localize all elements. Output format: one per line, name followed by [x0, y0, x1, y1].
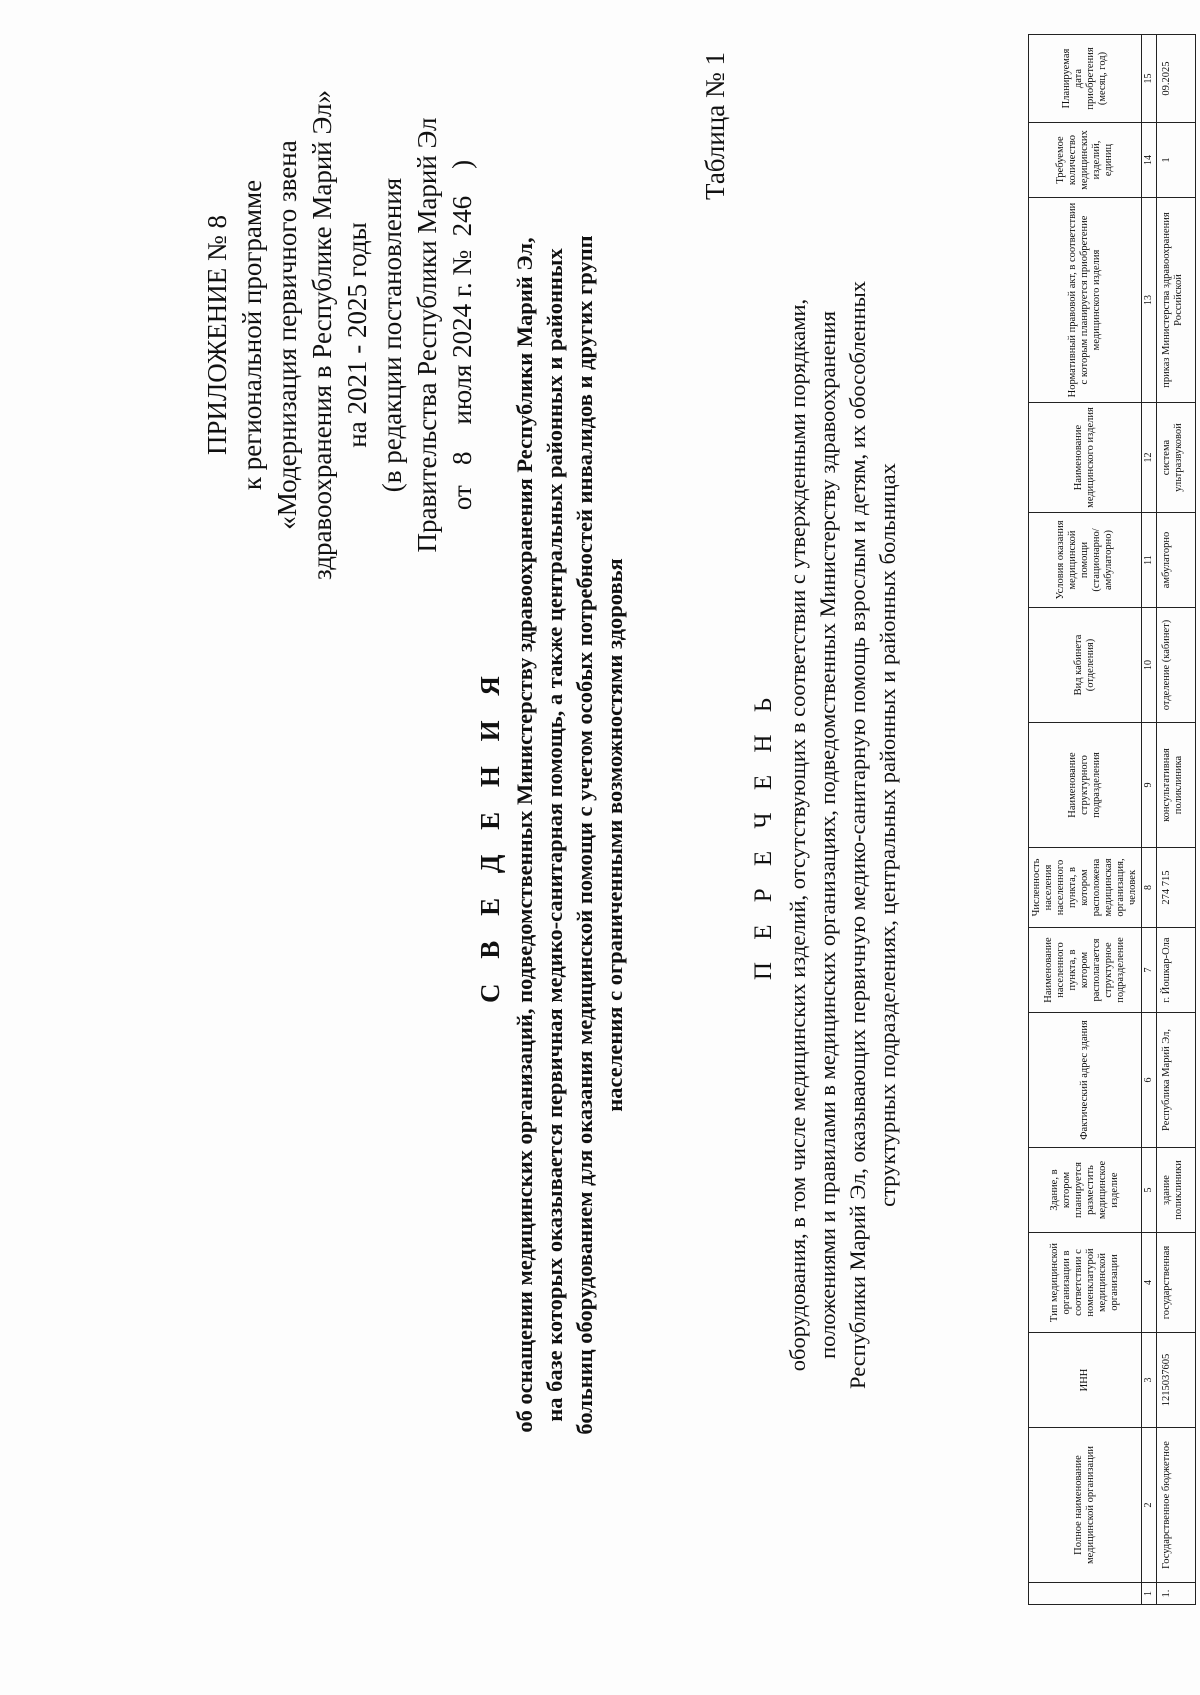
table-cell: 1	[1157, 123, 1196, 198]
svedeniya-block	[470, 55, 630, 1615]
column-number: 13	[1142, 198, 1157, 403]
appendix-line: к региональной программе	[237, 179, 267, 491]
table-cell: амбулаторно	[1157, 513, 1196, 608]
column-number: 5	[1142, 1148, 1157, 1233]
svedeniya-line: на базе которых оказывается первичная медико-санитарная помощь, а также центральных районных и районных	[542, 248, 567, 1422]
perechen-title: П Е Р Е Ч Е Н Ь	[750, 689, 777, 981]
appendix-header	[200, 35, 480, 635]
table-cell: приказ Министерства здравоохранения Российской	[1157, 198, 1196, 403]
appendix-line: (в редакции постановления	[377, 177, 407, 493]
table-cell: Государственное бюджетное	[1157, 1428, 1196, 1583]
column-header: Наименование структурного подразделения	[1029, 723, 1142, 848]
appendix-line: Правительства Республики Марий Эл	[412, 117, 442, 553]
column-number-row	[1142, 35, 1157, 1605]
column-header: ИНН	[1029, 1333, 1142, 1428]
svedeniya-line: об оснащении медицинских организаций, подведомственных Министерству здравоохранения Республики Марий Эл,	[512, 237, 537, 1433]
column-header: Наименование населенного пункта, в котором располагается структурное подразделение	[1029, 928, 1142, 1013]
column-number: 8	[1142, 848, 1157, 928]
table-cell: г. Йошкар-Ола	[1157, 928, 1196, 1013]
column-header: Тип медицинской организации в соответствии с номенклатурой медицинской организации	[1029, 1233, 1142, 1333]
appendix-line: «Модернизация первичного звена	[272, 140, 302, 530]
column-header	[1029, 1583, 1142, 1605]
column-number: 2	[1142, 1428, 1157, 1583]
appendix-line: от 8 июля 2024 г. № 246 )	[447, 159, 477, 511]
column-number: 6	[1142, 1013, 1157, 1148]
column-number: 14	[1142, 123, 1157, 198]
column-header: Планируемая дата приобретения (месяц, год)	[1029, 35, 1142, 123]
table-cell: 1215037605	[1157, 1333, 1196, 1428]
svedeniya-title: С В Е Д Е Н И Я	[475, 667, 505, 1003]
appendix-line: ПРИЛОЖЕНИЕ № 8	[202, 214, 232, 456]
table-cell: 1.	[1157, 1583, 1196, 1605]
svedeniya-line: больниц оборудованием для оказания медицинской помощи с учетом особых потребностей инвалидов и других групп	[572, 235, 597, 1435]
appendix-line: здравоохранения в Республике Марий Эл»	[307, 90, 337, 580]
perechen-line: структурных подразделениях, центральных районных и районных больницах	[875, 463, 900, 1207]
table-cell: система ультразвуковой	[1157, 403, 1196, 513]
table-cell: отделение (кабинет)	[1157, 608, 1196, 723]
column-number: 11	[1142, 513, 1157, 608]
table-cell: 09.2025	[1157, 35, 1196, 123]
table-cell: Республика Марий Эл,	[1157, 1013, 1196, 1148]
column-number: 10	[1142, 608, 1157, 723]
svedeniya-line: населения с ограниченными возможностями здоровья	[602, 558, 627, 1112]
perechen-line: оборудования, в том числе медицинских изделий, отсутствующих в соответствии с утвержденными порядками,	[785, 298, 810, 1372]
column-header: Вид кабинета (отделения)	[1029, 608, 1142, 723]
column-header: Численность населения населенного пункта, в котором расположена медицинская организация, человек	[1029, 848, 1142, 928]
table-row	[1157, 35, 1196, 1605]
equipment-table	[1028, 34, 1196, 1605]
column-number: 1	[1142, 1583, 1157, 1605]
column-number: 3	[1142, 1333, 1157, 1428]
column-header: Фактический адрес здания	[1029, 1013, 1142, 1148]
table-cell: консультативная поликлиника	[1157, 723, 1196, 848]
column-number: 7	[1142, 928, 1157, 1013]
column-header: Здание, в котором планируется разместить медицинское изделие	[1029, 1148, 1142, 1233]
column-header: Наименование медицинского изделия	[1029, 403, 1142, 513]
column-header: Нормативный правовой акт, в соответствии с которым планируется приобретение медицинского изделия	[1029, 198, 1142, 403]
table-cell: здание поликлиники	[1157, 1148, 1196, 1233]
perechen-line: Республики Марий Эл, оказывающих первичную медико-санитарную помощь взрослым и детям, их обособленных	[845, 280, 870, 1390]
column-number: 4	[1142, 1233, 1157, 1333]
appendix-line: на 2021 - 2025 годы	[342, 222, 372, 448]
column-header: Полное наименование медицинской организации	[1029, 1428, 1142, 1583]
perechen-line: положениями и правилами в медицинских организациях, подведомственных Министерству здравоохранения	[815, 311, 840, 1359]
column-header: Условия оказания медицинской помощи (стационарно/ амбулаторно)	[1029, 513, 1142, 608]
table-number: Таблица № 1	[700, 52, 730, 200]
table-cell: государственная	[1157, 1233, 1196, 1333]
table-header-row	[1029, 35, 1142, 1605]
column-number: 15	[1142, 35, 1157, 123]
column-number: 9	[1142, 723, 1157, 848]
column-header: Требуемое количество медицинских изделий, единиц	[1029, 123, 1142, 198]
perechen-block	[745, 75, 903, 1595]
table-cell: 274 715	[1157, 848, 1196, 928]
column-number: 12	[1142, 403, 1157, 513]
